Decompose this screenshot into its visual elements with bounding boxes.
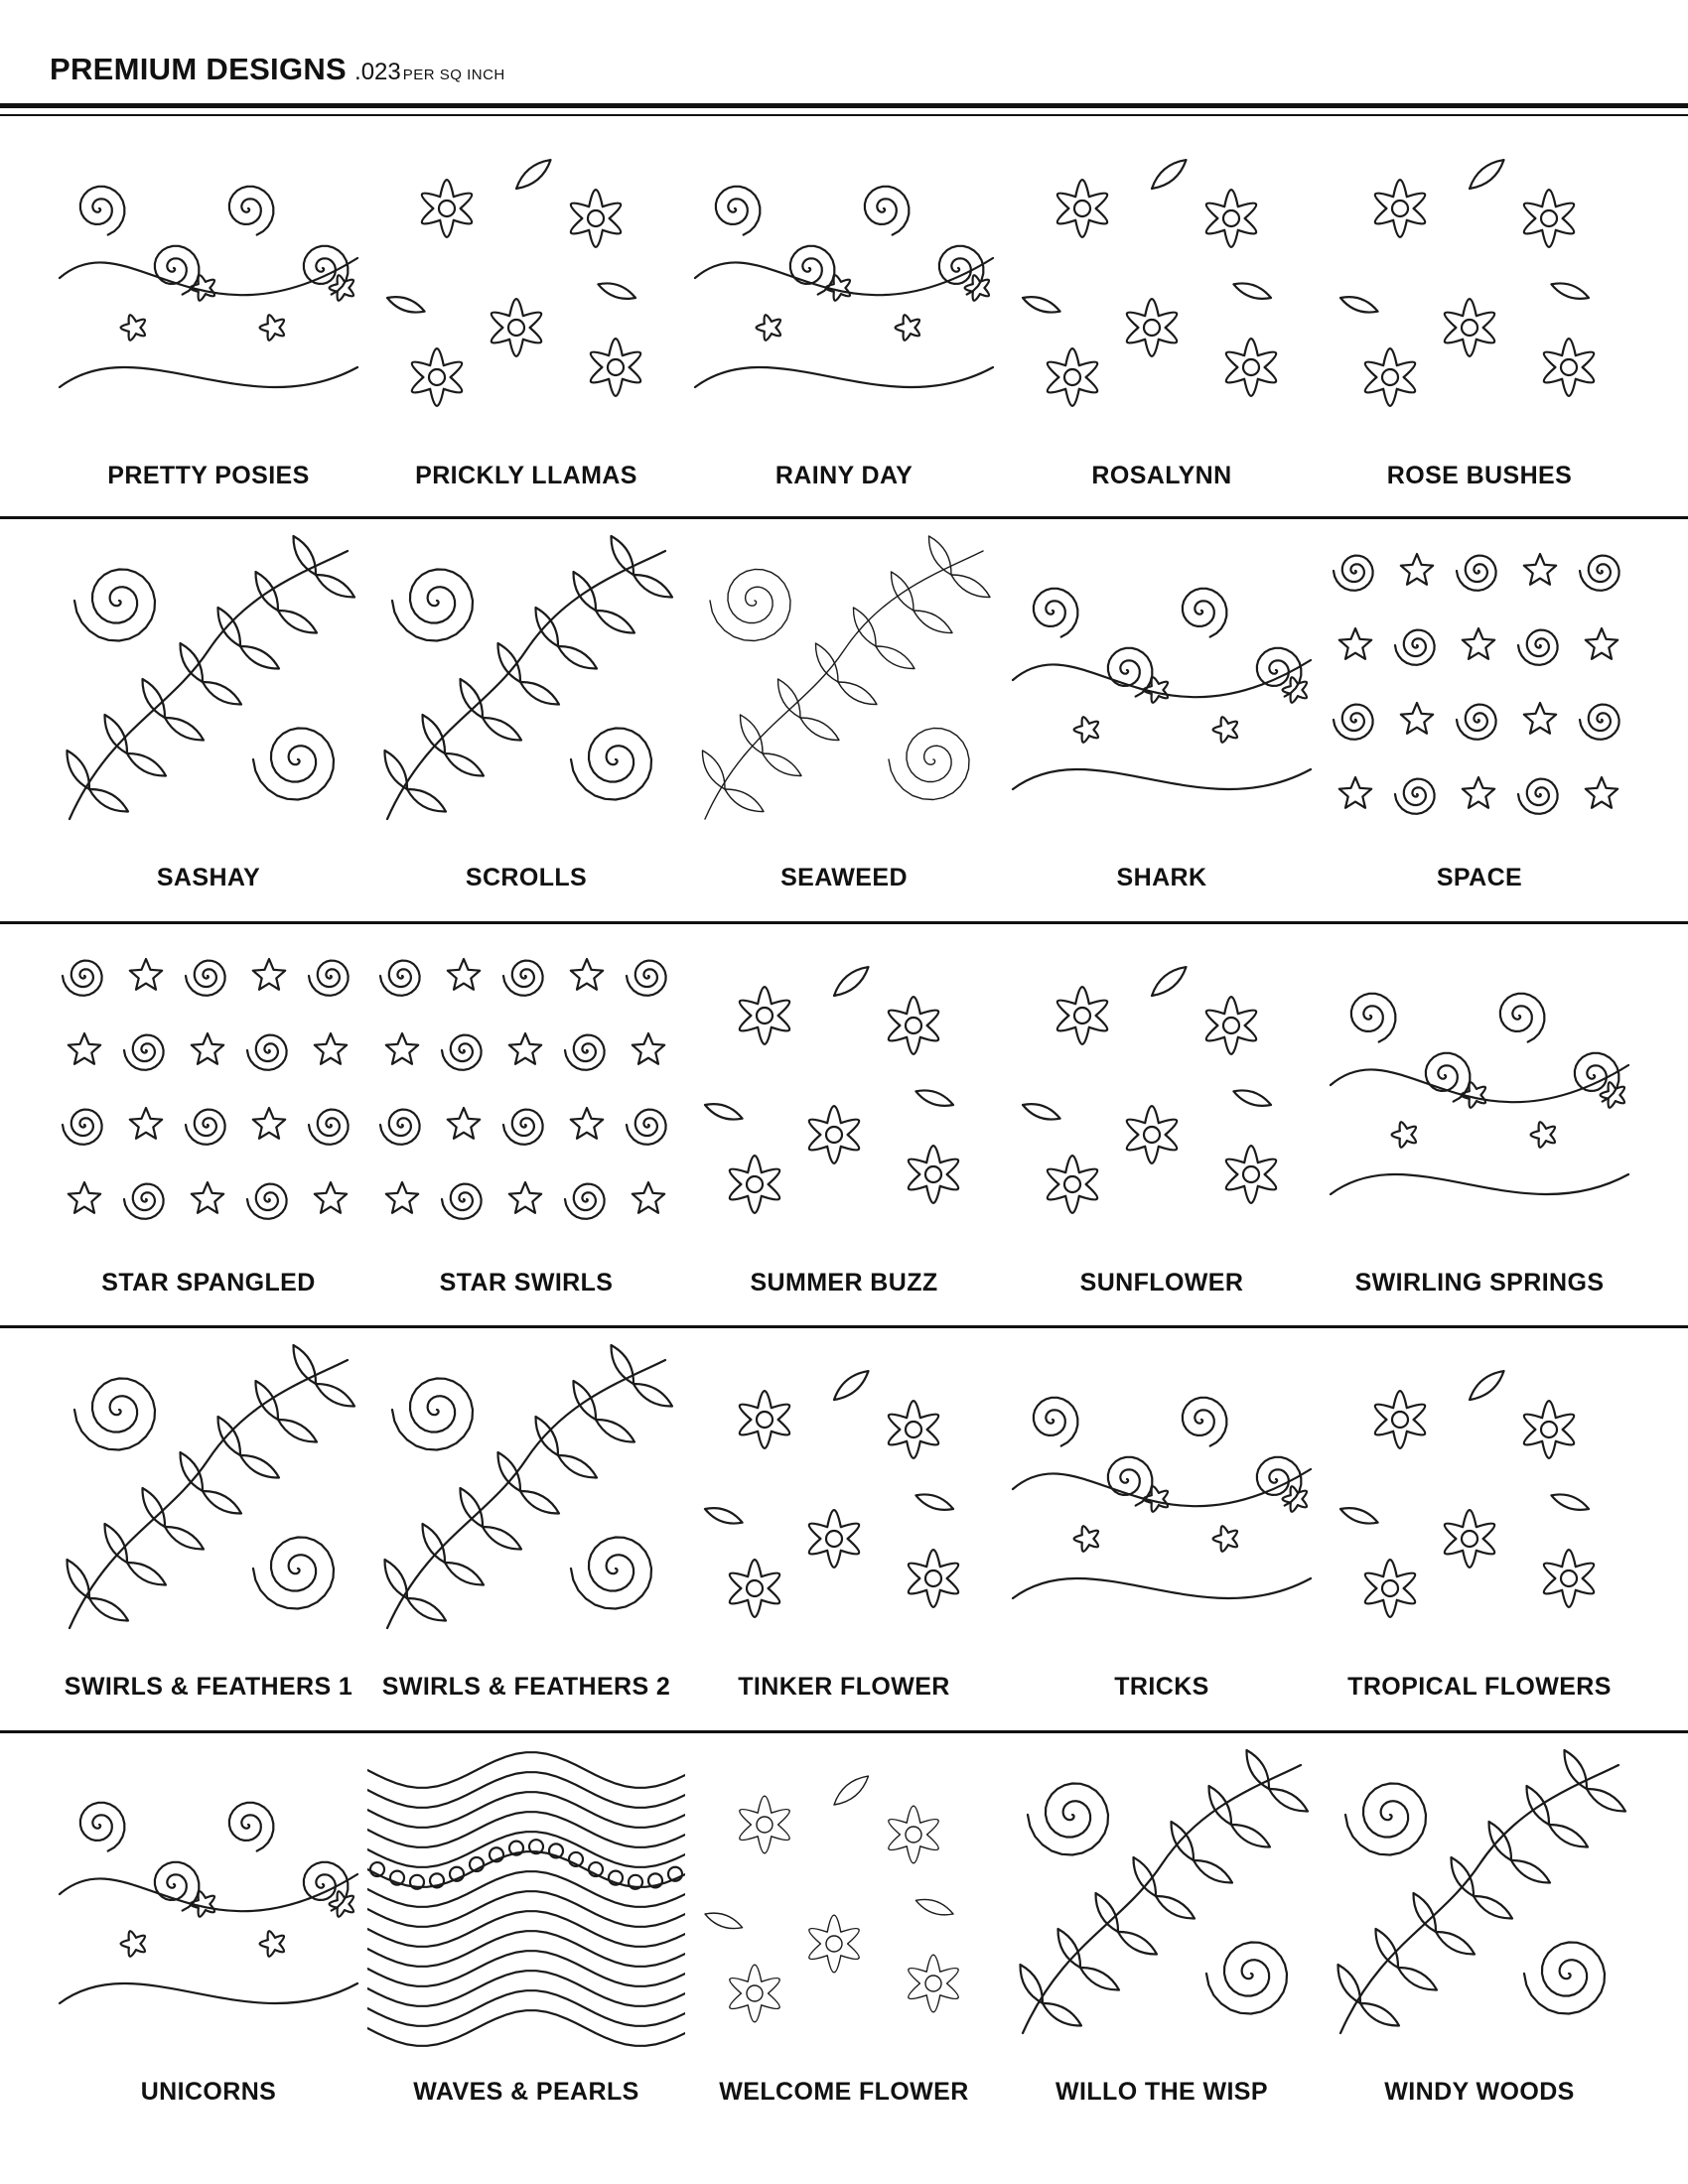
design-tile: [50, 119, 367, 521]
design-row: [0, 521, 1688, 923]
design-tile: [1003, 521, 1321, 923]
design-name-label: TINKER FLOWER: [738, 1673, 950, 1701]
rose-blossom-pattern-icon: [1003, 129, 1321, 437]
design-name-label: WILLO THE WISP: [1055, 2078, 1268, 2106]
design-name-label: SWIRLS & FEATHERS 1: [64, 1673, 353, 1701]
design-tile: [1003, 119, 1321, 521]
design-row: [0, 926, 1688, 1328]
rocket-planet-pattern-icon: [1321, 531, 1638, 839]
design-name-label: UNICORNS: [140, 2078, 277, 2106]
willow-leaf-swirl-pattern-icon: [1003, 1745, 1321, 2053]
row-divider: [0, 516, 1688, 519]
rose-bush-pattern-icon: [1321, 129, 1638, 437]
design-name-label: WINDY WOODS: [1384, 2078, 1575, 2106]
design-tile: [1321, 1735, 1638, 2137]
welcome-flower-pattern-icon: [685, 1745, 1003, 2053]
design-tile: [685, 119, 1003, 521]
shark-bubble-pattern-icon: [1003, 531, 1321, 839]
design-name-label: SWIRLING SPRINGS: [1354, 1269, 1605, 1297]
ladybug-bee-star-pattern-icon: [1003, 1340, 1321, 1648]
price-value: .023: [354, 59, 401, 85]
tinker-flower-pattern-icon: [685, 1340, 1003, 1648]
design-tile: [1321, 1330, 1638, 1732]
design-name-label: STAR SPANGLED: [101, 1269, 316, 1297]
design-tile: [50, 521, 367, 923]
design-tile: [50, 1735, 367, 2137]
star-stripe-pattern-icon: [50, 936, 367, 1244]
unicorn-swirl-pattern-icon: [50, 1745, 367, 2053]
tropical-flower-pattern-icon: [1321, 1340, 1638, 1648]
design-name-label: TRICKS: [1114, 1673, 1209, 1701]
design-name-label: TROPICAL FLOWERS: [1347, 1673, 1612, 1701]
design-tile: [367, 926, 685, 1328]
umbrella-raindrop-pattern-icon: [685, 129, 1003, 437]
design-tile: [1003, 926, 1321, 1328]
price-unit: PER SQ INCH: [402, 67, 505, 83]
design-name-label: PRETTY POSIES: [107, 462, 310, 489]
design-row: [0, 119, 1688, 521]
design-tile: [1321, 119, 1638, 521]
leaf-pine-spiral-pattern-icon: [1321, 1745, 1638, 2053]
design-name-label: SUMMER BUZZ: [750, 1269, 938, 1297]
leaf-swirl-pattern-icon: [50, 531, 367, 839]
design-name-label: SEAWEED: [780, 864, 908, 891]
design-row: [0, 1735, 1688, 2137]
flower-scroll-pattern-icon: [50, 129, 367, 437]
design-tile: [1003, 1735, 1321, 2137]
wave-pearl-pattern-icon: [367, 1745, 685, 2053]
design-tile: [367, 119, 685, 521]
design-tile: [685, 1330, 1003, 1732]
swirl-feather-pattern-icon: [367, 1340, 685, 1648]
design-name-label: SPACE: [1436, 864, 1523, 891]
design-tile: [50, 1330, 367, 1732]
design-name-label: ROSE BUSHES: [1386, 462, 1573, 489]
design-name-label: PRICKLY LLAMAS: [415, 462, 637, 489]
design-name-label: STAR SWIRLS: [439, 1269, 614, 1297]
row-divider: [0, 1730, 1688, 1733]
design-tile: [685, 1735, 1003, 2137]
spiral-spring-pattern-icon: [1321, 936, 1638, 1244]
design-tile: [1003, 1330, 1321, 1732]
star-swirl-pattern-icon: [367, 936, 685, 1244]
design-name-label: WELCOME FLOWER: [719, 2078, 969, 2106]
scroll-fan-pattern-icon: [367, 531, 685, 839]
sunflower-pattern-icon: [1003, 936, 1321, 1244]
row-divider: [0, 921, 1688, 924]
seaweed-pattern-icon: [685, 531, 1003, 839]
design-row: [0, 1330, 1688, 1732]
header-rule-top: [0, 103, 1688, 108]
row-divider: [0, 1325, 1688, 1328]
design-name-label: SWIRLS & FEATHERS 2: [381, 1673, 671, 1701]
design-name-label: ROSALYNN: [1091, 462, 1232, 489]
design-name-label: SCROLLS: [465, 864, 588, 891]
design-name-label: RAINY DAY: [774, 462, 914, 489]
llama-cactus-pattern-icon: [367, 129, 685, 437]
design-name-label: WAVES & PEARLS: [413, 2078, 639, 2106]
bee-butterfly-flower-pattern-icon: [685, 936, 1003, 1244]
design-tile: [685, 521, 1003, 923]
design-tile: [1321, 521, 1638, 923]
page-title: PREMIUM DESIGNS: [50, 52, 348, 86]
design-name-label: SUNFLOWER: [1079, 1269, 1244, 1297]
design-tile: [367, 1330, 685, 1732]
design-name-label: SHARK: [1116, 864, 1207, 891]
page-header: [50, 52, 505, 91]
swirl-feather-pattern-icon: [50, 1340, 367, 1648]
header-rule-bottom: [0, 114, 1688, 116]
design-name-label: SASHAY: [156, 864, 261, 891]
design-tile: [367, 521, 685, 923]
design-tile: [367, 1735, 685, 2137]
design-tile: [50, 926, 367, 1328]
design-tile: [685, 926, 1003, 1328]
design-tile: [1321, 926, 1638, 1328]
